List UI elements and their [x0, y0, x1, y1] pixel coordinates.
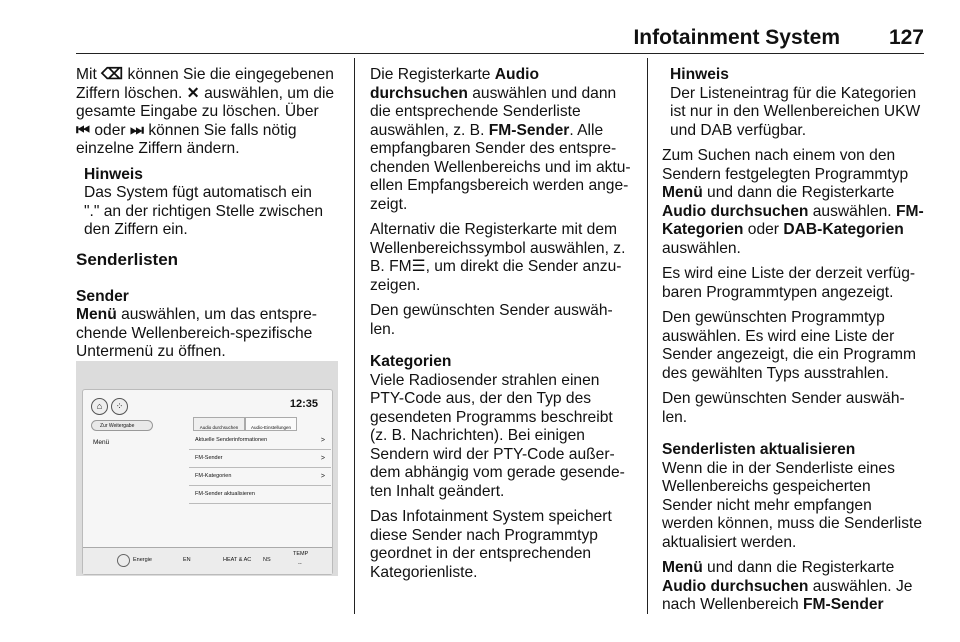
column-divider-1 [354, 58, 355, 614]
paragraph: Menü und dann die Registerkarte Audio durchsuchen auswählen. Je nach Wellenbereich FM-Sender [662, 559, 913, 613]
note-heading: Hinweis [84, 165, 143, 183]
display-screen [82, 389, 333, 575]
back-button: Zur Weitergabe [91, 420, 153, 431]
tab-bar [193, 417, 329, 431]
page-number: 127 [888, 26, 924, 49]
paragraph: Den gewünschten Programmtyp auswählen. Es wird eine Liste der Sender angezeigt, die ein Programm des gewählten Typs ausstrahlen. [662, 309, 916, 382]
skip-forward-icon: ⏭ [129, 121, 144, 139]
menu-label: Menü [93, 439, 110, 446]
paragraph: Es wird eine Liste der derzeit verfüg- baren Programmtypen angezeigt. [662, 265, 916, 301]
column-2 [370, 66, 642, 589]
chapter-title: Infotainment System [633, 26, 840, 49]
header-rule [76, 53, 924, 54]
chevron-right-icon: > [320, 455, 325, 462]
list-item: Aktuelle Senderinformationen > [189, 432, 331, 450]
paragraph: Das Infotainment System speichert diese Sender nach Programmtyp geordnet in der entsprechenden Kategorienliste. [370, 508, 612, 581]
backspace-icon: ⌫ [101, 66, 124, 83]
column-3 [662, 66, 928, 622]
clock: 12:35 [289, 398, 318, 410]
energy-icon [117, 554, 130, 567]
home-icon: ⌂ [91, 398, 108, 415]
column-1 [76, 66, 348, 369]
column-divider-2 [647, 58, 648, 614]
paragraph: Den gewünschten Sender auswäh- len. [370, 302, 613, 338]
paragraph: Die Registerkarte Audio durchsuchen auswählen und dann die entsprechende Senderliste auswählen, z. B. FM-Sender. Alle empfangbaren Sender des entspre- chenden Wellenbereichs und im aktu- ellen Empfangsbereich werden ange- zeigt. [370, 66, 631, 213]
subsection-heading: Sender [76, 287, 129, 305]
chevron-right-icon: > [320, 473, 325, 480]
list-item: FM-Sender aktualisieren [189, 486, 331, 504]
paragraph: Wenn die in der Senderliste eines Wellenbereichs gespeicherten Sender nicht mehr empfangen werden können, muss die Senderliste aktualisiert werden. [662, 459, 923, 551]
tab-audio-settings: Audio-Einstellungen [245, 417, 297, 431]
paragraph: Mit ⌫ können Sie die eingegebenen Ziffern löschen. ✕ auswählen, um die gesamte Eingabe zu löschen. Über ⏮ oder ⏭ können Sie falls nötig einzelne Ziffern ändern. [76, 66, 335, 157]
menu-list [189, 432, 331, 504]
page-header [76, 26, 924, 52]
paragraph: Menü auswählen, um das entspre- chende Wellenbereich-spezifische Untermenü zu öffnen. [76, 306, 317, 360]
fm-list-icon: FM☰ [389, 258, 426, 275]
subsection-heading: Kategorien [370, 353, 452, 370]
note-box: Hinweis Der Listeneintrag für die Kategorien ist nur in den Wellenbereichen UKW und DAB verfügbar. [662, 66, 928, 140]
chevron-right-icon: > [320, 437, 325, 444]
note-heading: Hinweis [670, 66, 729, 83]
tab-audio-browse: Audio durchsuchen [193, 417, 245, 431]
subsection-heading: Senderlisten aktualisieren [662, 441, 856, 458]
skip-back-icon: ⏮ [76, 121, 91, 139]
climate-bar: Energie EN HEAT & AC NS TEMP -- [83, 547, 332, 574]
section-heading: Senderlisten [76, 249, 179, 269]
list-item: FM-Sender > [189, 450, 331, 468]
paragraph: Den gewünschten Sender auswäh- len. [662, 390, 905, 426]
close-icon: ✕ [186, 84, 200, 102]
infotainment-screenshot [76, 361, 338, 576]
paragraph: Alternativ die Registerkarte mit dem Wellenbereichssymbol auswählen, z. B. FM☰, um direkt die Sender anzu- zeigen. [370, 221, 626, 294]
paragraph: Zum Suchen nach einem von den Sendern festgelegten Programmtyp Menü und dann die Registerkarte Audio durchsuchen auswählen. FM- Kategorien oder DAB-Kategorien auswählen. [662, 147, 924, 257]
apps-icon: ⁘ [111, 398, 128, 415]
paragraph: Viele Radiosender strahlen einen PTY-Code aus, der den Typ des gesendeten Programms beschreibt (z. B. Nachrichten). Bei einigen Sendern wird der PTY-Code außer- dem abhängig vom gerade gesende- ten Inhalt geändert. [370, 371, 625, 500]
list-item: FM-Kategorien > [189, 468, 331, 486]
note-box: Hinweis Das System fügt automatisch ein "." an der richtigen Stelle zwischen den Ziffern ein. [76, 166, 348, 240]
